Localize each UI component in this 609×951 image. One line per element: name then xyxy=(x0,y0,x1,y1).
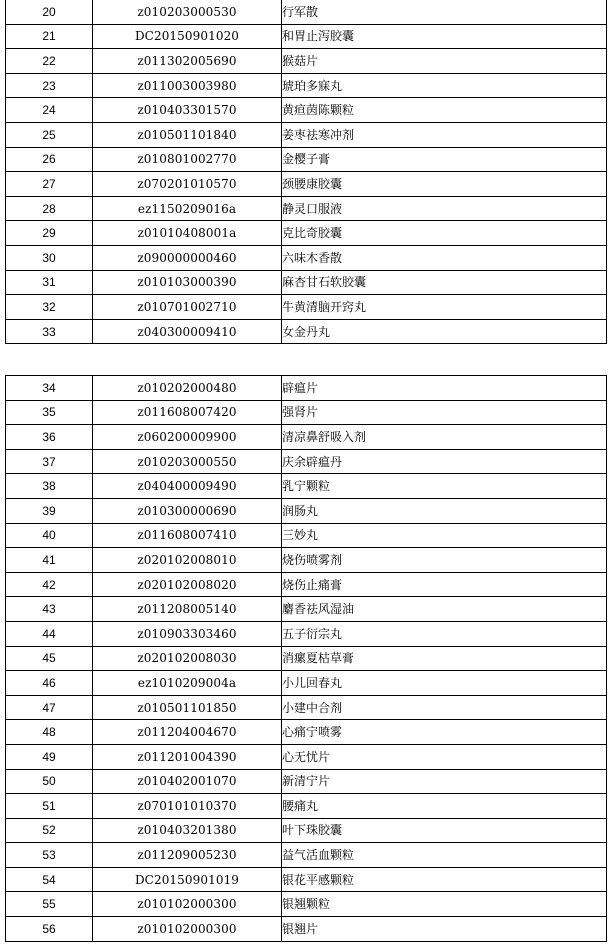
table-row xyxy=(6,867,607,892)
table-row xyxy=(6,295,607,320)
row-number: 36 xyxy=(6,425,93,450)
row-number: 41 xyxy=(6,548,93,573)
product-name: 银翘颗粒 xyxy=(282,892,607,917)
row-number: 32 xyxy=(6,295,93,320)
product-code: z010203000530 xyxy=(93,0,282,24)
table-row xyxy=(6,172,607,197)
row-number: 52 xyxy=(6,818,93,843)
product-name: 叶下珠胶囊 xyxy=(282,818,607,843)
row-number: 28 xyxy=(6,196,93,221)
table-row xyxy=(6,843,607,868)
product-name: 消瘰夏枯草膏 xyxy=(282,646,607,671)
table-row xyxy=(6,744,607,769)
row-number: 50 xyxy=(6,769,93,794)
product-name: 颈腰康胶囊 xyxy=(282,172,607,197)
table-row xyxy=(6,73,607,98)
product-code: z011608007410 xyxy=(93,523,282,548)
product-code: DC20150901020 xyxy=(93,24,282,49)
row-number: 29 xyxy=(6,221,93,246)
row-number: 31 xyxy=(6,270,93,295)
product-name: 银翘片 xyxy=(282,917,607,942)
row-number: 55 xyxy=(6,892,93,917)
drug-table-bottom xyxy=(5,375,607,942)
product-code: ez1010209004a xyxy=(93,671,282,696)
row-number: 26 xyxy=(6,147,93,172)
table-row xyxy=(6,319,607,344)
product-name: 小儿回春丸 xyxy=(282,671,607,696)
product-code: z020102008030 xyxy=(93,646,282,671)
product-code: z010402001070 xyxy=(93,769,282,794)
row-number: 35 xyxy=(6,400,93,425)
row-number: 49 xyxy=(6,744,93,769)
product-name: 银花平感颗粒 xyxy=(282,867,607,892)
table-row xyxy=(6,98,607,123)
row-number: 54 xyxy=(6,867,93,892)
product-name: 润肠丸 xyxy=(282,498,607,523)
row-number: 45 xyxy=(6,646,93,671)
drug-table-top xyxy=(5,0,607,344)
product-code: z010300000690 xyxy=(93,498,282,523)
product-code: z011302005690 xyxy=(93,49,282,74)
product-name: 新清宁片 xyxy=(282,769,607,794)
product-code: z011201004390 xyxy=(93,744,282,769)
row-number: 33 xyxy=(6,319,93,344)
table-row xyxy=(6,769,607,794)
product-name: 腰痛丸 xyxy=(282,794,607,819)
product-name: 金樱子膏 xyxy=(282,147,607,172)
table-row xyxy=(6,621,607,646)
product-code: z011204004670 xyxy=(93,720,282,745)
product-name: 烧伤止痛膏 xyxy=(282,572,607,597)
product-name: 静灵口服液 xyxy=(282,196,607,221)
product-name: 强肾片 xyxy=(282,400,607,425)
product-code: z010403301570 xyxy=(93,98,282,123)
product-code: z01010408001a xyxy=(93,221,282,246)
table-row xyxy=(6,0,607,24)
product-code: z040400009490 xyxy=(93,474,282,499)
product-code: z010203000550 xyxy=(93,449,282,474)
product-name: 辟瘟片 xyxy=(282,376,607,401)
product-code: z040300009410 xyxy=(93,319,282,344)
product-code: z011208005140 xyxy=(93,597,282,622)
table-row xyxy=(6,122,607,147)
table-row xyxy=(6,49,607,74)
table-row xyxy=(6,474,607,499)
product-name: 六味木香散 xyxy=(282,245,607,270)
table-row xyxy=(6,917,607,942)
product-code: z070201010570 xyxy=(93,172,282,197)
table-row xyxy=(6,523,607,548)
product-code: DC20150901019 xyxy=(93,867,282,892)
row-number: 38 xyxy=(6,474,93,499)
table-body xyxy=(6,376,607,942)
row-number: 25 xyxy=(6,122,93,147)
product-code: z010501101850 xyxy=(93,695,282,720)
row-number: 46 xyxy=(6,671,93,696)
product-name: 乳宁颗粒 xyxy=(282,474,607,499)
product-name: 心无忧片 xyxy=(282,744,607,769)
table-row xyxy=(6,892,607,917)
table-row xyxy=(6,245,607,270)
table-row xyxy=(6,597,607,622)
row-number: 40 xyxy=(6,523,93,548)
table-row xyxy=(6,498,607,523)
table-row xyxy=(6,425,607,450)
product-name: 清凉鼻舒吸入剂 xyxy=(282,425,607,450)
product-code: z010103000390 xyxy=(93,270,282,295)
product-code: z010903303460 xyxy=(93,621,282,646)
product-name: 猴菇片 xyxy=(282,49,607,74)
product-name: 女金丹丸 xyxy=(282,319,607,344)
product-code: z011003003980 xyxy=(93,73,282,98)
product-code: z011209005230 xyxy=(93,843,282,868)
product-code: z010801002770 xyxy=(93,147,282,172)
product-name: 小建中合剂 xyxy=(282,695,607,720)
table-row xyxy=(6,221,607,246)
table-row xyxy=(6,695,607,720)
product-code: z010501101840 xyxy=(93,122,282,147)
product-name: 和胃止泻胶囊 xyxy=(282,24,607,49)
product-code: z090000000460 xyxy=(93,245,282,270)
table-row xyxy=(6,196,607,221)
product-code: z010202000480 xyxy=(93,376,282,401)
product-name: 麝香祛风湿油 xyxy=(282,597,607,622)
table-row xyxy=(6,400,607,425)
row-number: 20 xyxy=(6,0,93,24)
product-name: 五子衍宗丸 xyxy=(282,621,607,646)
product-code: z070101010370 xyxy=(93,794,282,819)
product-code: z020102008010 xyxy=(93,548,282,573)
row-number: 47 xyxy=(6,695,93,720)
row-number: 43 xyxy=(6,597,93,622)
row-number: 23 xyxy=(6,73,93,98)
product-code: z020102008020 xyxy=(93,572,282,597)
table-row xyxy=(6,794,607,819)
table-row xyxy=(6,270,607,295)
row-number: 22 xyxy=(6,49,93,74)
product-code: z010102000300 xyxy=(93,892,282,917)
product-code: ez1150209016a xyxy=(93,196,282,221)
row-number: 34 xyxy=(6,376,93,401)
table-row xyxy=(6,548,607,573)
product-code: z010403201380 xyxy=(93,818,282,843)
product-name: 三妙丸 xyxy=(282,523,607,548)
table-row xyxy=(6,646,607,671)
product-code: z011608007420 xyxy=(93,400,282,425)
table-row xyxy=(6,376,607,401)
row-number: 27 xyxy=(6,172,93,197)
row-number: 24 xyxy=(6,98,93,123)
product-name: 麻杏甘石软胶囊 xyxy=(282,270,607,295)
row-number: 39 xyxy=(6,498,93,523)
row-number: 30 xyxy=(6,245,93,270)
row-number: 53 xyxy=(6,843,93,868)
row-number: 48 xyxy=(6,720,93,745)
row-number: 37 xyxy=(6,449,93,474)
row-number: 56 xyxy=(6,917,93,942)
product-name: 姜枣祛寒冲剂 xyxy=(282,122,607,147)
product-name: 黄疸茵陈颗粒 xyxy=(282,98,607,123)
table-row xyxy=(6,671,607,696)
product-code: z010701002710 xyxy=(93,295,282,320)
product-name: 庆余辟瘟丹 xyxy=(282,449,607,474)
product-code: z010102000300 xyxy=(93,917,282,942)
product-name: 行军散 xyxy=(282,0,607,24)
table-body xyxy=(6,0,607,344)
table-row xyxy=(6,720,607,745)
product-code: z060200009900 xyxy=(93,425,282,450)
product-name: 克比奇胶囊 xyxy=(282,221,607,246)
page-gap xyxy=(0,352,609,374)
row-number: 21 xyxy=(6,24,93,49)
table-row xyxy=(6,449,607,474)
table-row xyxy=(6,572,607,597)
row-number: 44 xyxy=(6,621,93,646)
product-name: 牛黄清脑开窍丸 xyxy=(282,295,607,320)
table-row xyxy=(6,24,607,49)
row-number: 42 xyxy=(6,572,93,597)
product-name: 心痛宁喷雾 xyxy=(282,720,607,745)
product-name: 益气活血颗粒 xyxy=(282,843,607,868)
row-number: 51 xyxy=(6,794,93,819)
product-name: 琥珀多寐丸 xyxy=(282,73,607,98)
table-row xyxy=(6,147,607,172)
product-name: 烧伤喷雾剂 xyxy=(282,548,607,573)
table-row xyxy=(6,818,607,843)
